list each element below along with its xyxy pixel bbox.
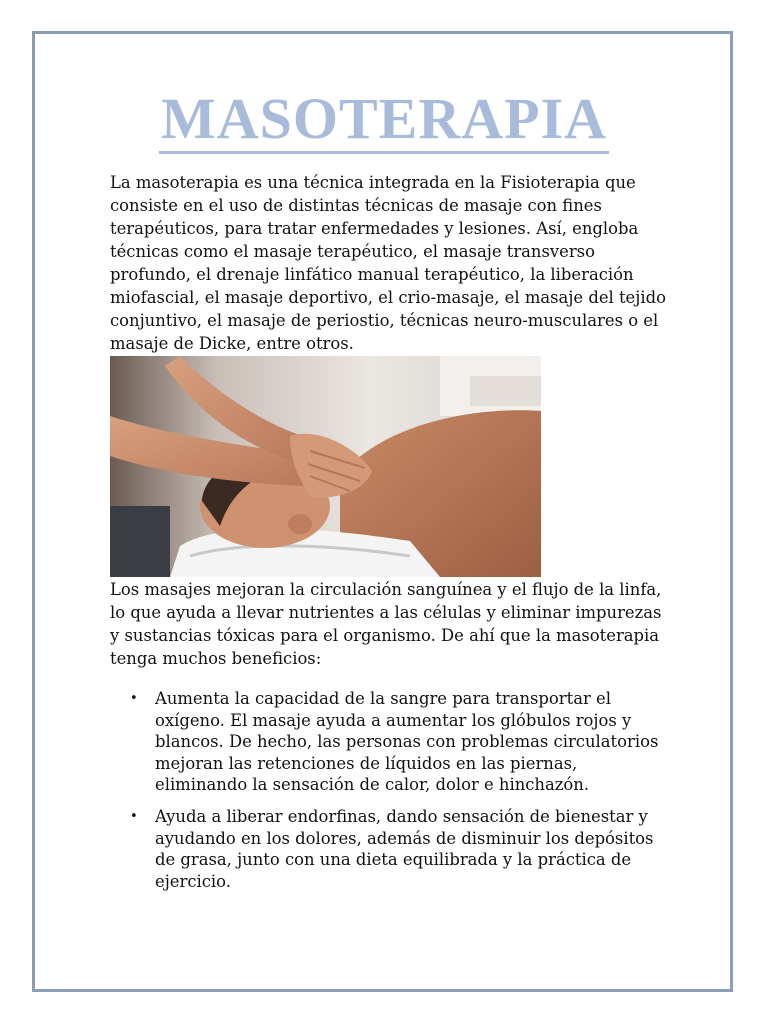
title-text: MASOTERAPIA [159, 86, 609, 154]
list-item [130, 688, 670, 796]
list-item-text: Ayuda a liberar endorfinas, dando sensación de bienestar y ayudando en los dolores, además de disminuir los depósitos de grasa, junto con una dieta equilibrada y la práctica de ejercicio. [155, 807, 654, 891]
page-title [0, 88, 768, 150]
massage-illustration [110, 356, 541, 577]
bullet-icon: • [130, 691, 138, 706]
list-item-text: Aumenta la capacidad de la sangre para transportar el oxígeno. El masaje ayuda a aumentar los glóbulos rojos y blancos. De hecho, las personas con problemas circulatorios mejoran las retenciones de líquidos en las piernas, eliminando la sensación de calor, dolor e hinchazón. [155, 689, 659, 794]
benefit-list-item-1 [130, 688, 670, 796]
intro-paragraph: La masoterapia es una técnica integrada en la Fisioterapia que consiste en el uso de distintas técnicas de masaje con fines terapéuticos, para tratar enfermedades y lesiones. Así, engloba técnicas como el masaje terapéutico, el masaje transverso profundo, el drenaje linfático manual terapéutico, la liberación miofascial, el masaje deportivo, el crio-masaje, el masaje del tejido conjuntivo, el masaje de periostio, técnicas neuro-musculares o el masaje de Dicke, entre otros. [110, 173, 666, 353]
benefit-list-item-2 [130, 806, 670, 892]
bullet-icon: • [130, 809, 138, 824]
benefits-intro-paragraph: Los masajes mejoran la circulación sanguínea y el flujo de la linfa, lo que ayuda a llevar nutrientes a las células y eliminar impurezas y sustancias tóxicas para el organismo. De ahí que la masoterapia tenga muchos beneficios: [110, 580, 662, 668]
list-item [130, 806, 670, 892]
massage-photo [110, 356, 541, 577]
